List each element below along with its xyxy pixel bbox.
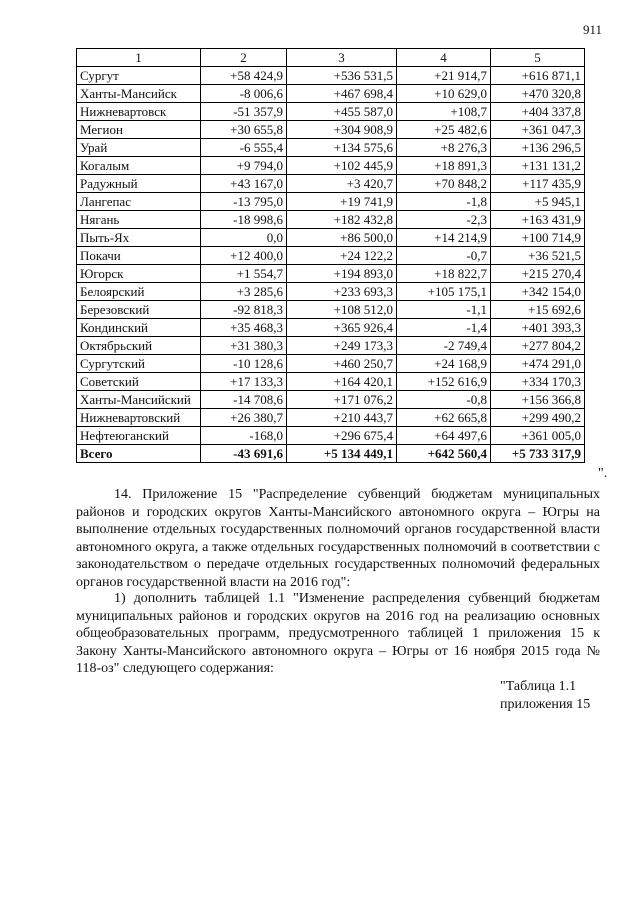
amount-cell: +616 871,1 bbox=[491, 67, 585, 85]
table-row bbox=[77, 103, 585, 121]
amount-cell: +100 714,9 bbox=[491, 229, 585, 247]
amount-cell: +361 047,3 bbox=[491, 121, 585, 139]
amount-cell: +19 741,9 bbox=[287, 193, 397, 211]
amount-cell: +642 560,4 bbox=[397, 445, 491, 463]
amount-cell: +249 173,3 bbox=[287, 337, 397, 355]
amount-cell: +10 629,0 bbox=[397, 85, 491, 103]
amount-cell: +30 655,8 bbox=[201, 121, 287, 139]
amount-cell: +334 170,3 bbox=[491, 373, 585, 391]
amount-cell: +43 167,0 bbox=[201, 175, 287, 193]
table-row bbox=[77, 355, 585, 373]
table-row bbox=[77, 121, 585, 139]
amount-cell: +9 794,0 bbox=[201, 157, 287, 175]
table-row bbox=[77, 193, 585, 211]
amount-cell: +105 175,1 bbox=[397, 283, 491, 301]
amount-cell: +108 512,0 bbox=[287, 301, 397, 319]
amount-cell: +134 575,6 bbox=[287, 139, 397, 157]
amount-cell: +24 122,2 bbox=[287, 247, 397, 265]
amount-cell: +136 296,5 bbox=[491, 139, 585, 157]
amount-cell: +342 154,0 bbox=[491, 283, 585, 301]
amount-cell: +163 431,9 bbox=[491, 211, 585, 229]
table-total-row bbox=[77, 445, 585, 463]
amount-cell: +401 393,3 bbox=[491, 319, 585, 337]
table-row bbox=[77, 319, 585, 337]
amount-cell: +156 366,8 bbox=[491, 391, 585, 409]
amount-cell: +536 531,5 bbox=[287, 67, 397, 85]
table-row bbox=[77, 247, 585, 265]
amount-cell: +194 893,0 bbox=[287, 265, 397, 283]
table-row bbox=[77, 391, 585, 409]
table-row bbox=[77, 409, 585, 427]
table-row bbox=[77, 85, 585, 103]
amount-cell: +171 076,2 bbox=[287, 391, 397, 409]
municipality-cell: Урай bbox=[77, 139, 201, 157]
amount-cell: -0,7 bbox=[397, 247, 491, 265]
amount-cell: -6 555,4 bbox=[201, 139, 287, 157]
amount-cell: +35 468,3 bbox=[201, 319, 287, 337]
amount-cell: +3 285,6 bbox=[201, 283, 287, 301]
amount-cell: +17 133,3 bbox=[201, 373, 287, 391]
amount-cell: -8 006,6 bbox=[201, 85, 287, 103]
municipality-cell: Нижневартовск bbox=[77, 103, 201, 121]
amount-cell: +233 693,3 bbox=[287, 283, 397, 301]
amount-cell: -51 357,9 bbox=[201, 103, 287, 121]
municipality-cell: Всего bbox=[77, 445, 201, 463]
municipality-cell: Когалым bbox=[77, 157, 201, 175]
amount-cell: +12 400,0 bbox=[201, 247, 287, 265]
amount-cell: -14 708,6 bbox=[201, 391, 287, 409]
amount-cell: +131 131,2 bbox=[491, 157, 585, 175]
amount-cell: +1 554,7 bbox=[201, 265, 287, 283]
municipality-cell: Сургут bbox=[77, 67, 201, 85]
amount-cell: +8 276,3 bbox=[397, 139, 491, 157]
amount-cell: +470 320,8 bbox=[491, 85, 585, 103]
column-header: 4 bbox=[397, 49, 491, 67]
amount-cell: +26 380,7 bbox=[201, 409, 287, 427]
table-header-row bbox=[77, 49, 585, 67]
amount-cell: +21 914,7 bbox=[397, 67, 491, 85]
amount-cell: +304 908,9 bbox=[287, 121, 397, 139]
amount-cell: -168,0 bbox=[201, 427, 287, 445]
amount-cell: -92 818,3 bbox=[201, 301, 287, 319]
municipality-cell: Нижневартовский bbox=[77, 409, 201, 427]
amount-cell: +36 521,5 bbox=[491, 247, 585, 265]
table-row bbox=[77, 211, 585, 229]
municipality-cell: Лангепас bbox=[77, 193, 201, 211]
municipality-cell: Белоярский bbox=[77, 283, 201, 301]
amount-cell: +70 848,2 bbox=[397, 175, 491, 193]
municipality-cell: Югорск bbox=[77, 265, 201, 283]
amount-cell: 0,0 bbox=[201, 229, 287, 247]
column-header: 1 bbox=[77, 49, 201, 67]
amount-cell: -2 749,4 bbox=[397, 337, 491, 355]
amount-cell: -2,3 bbox=[397, 211, 491, 229]
amount-cell: +182 432,8 bbox=[287, 211, 397, 229]
amount-cell: +31 380,3 bbox=[201, 337, 287, 355]
amount-cell: +3 420,7 bbox=[287, 175, 397, 193]
page-number: 911 bbox=[582, 22, 602, 37]
table-body bbox=[77, 49, 585, 463]
table-row bbox=[77, 67, 585, 85]
column-header: 3 bbox=[287, 49, 397, 67]
amount-cell: +24 168,9 bbox=[397, 355, 491, 373]
table-row bbox=[77, 229, 585, 247]
amount-cell: +86 500,0 bbox=[287, 229, 397, 247]
amount-cell: +296 675,4 bbox=[287, 427, 397, 445]
amount-cell: +18 891,3 bbox=[397, 157, 491, 175]
municipality-cell: Ханты-Мансийск bbox=[77, 85, 201, 103]
amount-cell: +62 665,8 bbox=[397, 409, 491, 427]
municipality-cell: Нягань bbox=[77, 211, 201, 229]
amount-cell: +102 445,9 bbox=[287, 157, 397, 175]
municipality-cell: Мегион bbox=[77, 121, 201, 139]
table-row bbox=[77, 175, 585, 193]
amount-cell: +152 616,9 bbox=[397, 373, 491, 391]
amount-cell: -1,8 bbox=[397, 193, 491, 211]
municipality-cell: Советский bbox=[77, 373, 201, 391]
caption-appendix: приложения 15 bbox=[500, 697, 591, 712]
amount-cell: +58 424,9 bbox=[201, 67, 287, 85]
subventions-table bbox=[76, 48, 585, 463]
table-row bbox=[77, 283, 585, 301]
amount-cell: -13 795,0 bbox=[201, 193, 287, 211]
amount-cell: +299 490,2 bbox=[491, 409, 585, 427]
amount-cell: +361 005,0 bbox=[491, 427, 585, 445]
municipality-cell: Нефтеюганский bbox=[77, 427, 201, 445]
table-row bbox=[77, 337, 585, 355]
municipality-cell: Пыть-Ях bbox=[77, 229, 201, 247]
amount-cell: +5 733 317,9 bbox=[491, 445, 585, 463]
amount-cell: +25 482,6 bbox=[397, 121, 491, 139]
table-caption bbox=[500, 678, 590, 714]
amount-cell: -1,4 bbox=[397, 319, 491, 337]
column-header: 2 bbox=[201, 49, 287, 67]
amount-cell: -10 128,6 bbox=[201, 355, 287, 373]
municipality-cell: Сургутский bbox=[77, 355, 201, 373]
table-row bbox=[77, 139, 585, 157]
amount-cell: +117 435,9 bbox=[491, 175, 585, 193]
amount-cell: +210 443,7 bbox=[287, 409, 397, 427]
amount-cell: +474 291,0 bbox=[491, 355, 585, 373]
amount-cell: +14 214,9 bbox=[397, 229, 491, 247]
municipality-cell: Октябрьский bbox=[77, 337, 201, 355]
amount-cell: +15 692,6 bbox=[491, 301, 585, 319]
amount-cell: -0,8 bbox=[397, 391, 491, 409]
amount-cell: +5 945,1 bbox=[491, 193, 585, 211]
amount-cell: +460 250,7 bbox=[287, 355, 397, 373]
table-row bbox=[77, 427, 585, 445]
amount-cell: +467 698,4 bbox=[287, 85, 397, 103]
table-row bbox=[77, 373, 585, 391]
amount-cell: +455 587,0 bbox=[287, 103, 397, 121]
amount-cell: +5 134 449,1 bbox=[287, 445, 397, 463]
municipality-cell: Березовский bbox=[77, 301, 201, 319]
table-row bbox=[77, 301, 585, 319]
table-row bbox=[77, 265, 585, 283]
closing-quote: ". bbox=[598, 466, 608, 481]
municipality-cell: Ханты-Мансийский bbox=[77, 391, 201, 409]
paragraph-1: 1) дополнить таблицей 1.1 "Изменение распределения субвенций бюджетам муниципальных районов и городских округов на 2016 год на реализацию основных общеобразовательных программ, предусмотренного таблицей 1 приложения 15 к Закону Ханты-Мансийского автономного округа – Югры от 16 ноября 2015 года № 118-оз" следующего содержания: bbox=[76, 591, 600, 676]
table-row bbox=[77, 157, 585, 175]
municipality-cell: Кондинский bbox=[77, 319, 201, 337]
amount-cell: +164 420,1 bbox=[287, 373, 397, 391]
amount-cell: -18 998,6 bbox=[201, 211, 287, 229]
amount-cell: -43 691,6 bbox=[201, 445, 287, 463]
amount-cell: +18 822,7 bbox=[397, 265, 491, 283]
amount-cell: +404 337,8 bbox=[491, 103, 585, 121]
municipality-cell: Покачи bbox=[77, 247, 201, 265]
amount-cell: +215 270,4 bbox=[491, 265, 585, 283]
amount-cell: +365 926,4 bbox=[287, 319, 397, 337]
paragraph-14: 14. Приложение 15 "Распределение субвенций бюджетам муниципальных районов и городских округов Ханты-Мансийского автономного округа – Югры на выполнение отдельных государственных полномочий органов государственной власти автономного округа, а также отдельных государственных полномочий в соответствии с законодательством о передаче отдельных государственных полномочий федеральных органов государственной власти на 2016 год": bbox=[76, 487, 600, 590]
amount-cell: -1,1 bbox=[397, 301, 491, 319]
amount-cell: +108,7 bbox=[397, 103, 491, 121]
column-header: 5 bbox=[491, 49, 585, 67]
municipality-cell: Радужный bbox=[77, 175, 201, 193]
amount-cell: +277 804,2 bbox=[491, 337, 585, 355]
caption-table-number: "Таблица 1.1 bbox=[500, 679, 577, 694]
amount-cell: +64 497,6 bbox=[397, 427, 491, 445]
